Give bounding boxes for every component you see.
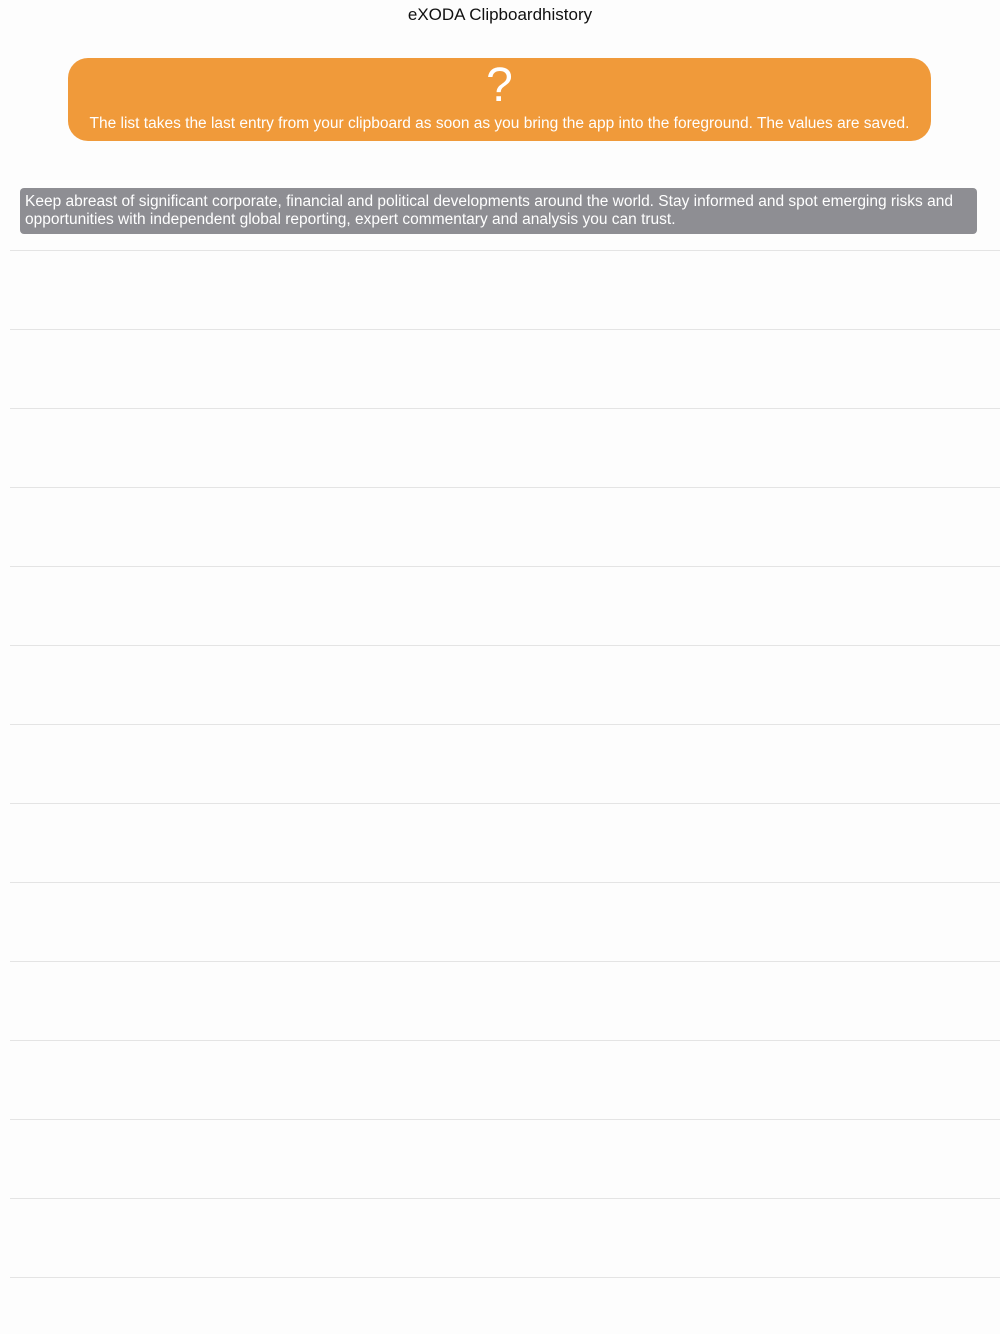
- empty-list-row: [10, 1198, 1000, 1277]
- clipboard-entry[interactable]: Keep abreast of significant corporate, financial and political developments around the world. Stay informed and spot emerging risks and opportunities with independent global reporting, expert commentary and analysis you can trust.: [20, 188, 977, 234]
- help-text: The list takes the last entry from your clipboard as soon as you bring the app into the foreground. The values are saved.: [89, 115, 910, 132]
- empty-list-row: [10, 329, 1000, 408]
- empty-list-row: [10, 1040, 1000, 1119]
- empty-list-row: [10, 961, 1000, 1040]
- empty-list-row: [10, 250, 1000, 329]
- empty-list-row: [10, 408, 1000, 487]
- empty-list-row: [10, 645, 1000, 724]
- empty-list-row: [10, 724, 1000, 803]
- app-title: eXODA Clipboardhistory: [407, 5, 593, 24]
- empty-list-row: [10, 487, 1000, 566]
- help-banner[interactable]: [68, 58, 931, 141]
- empty-list-row: [10, 1277, 1000, 1334]
- empty-list-row: [10, 1119, 1000, 1198]
- question-mark-icon: ?: [486, 59, 513, 112]
- empty-list-row: [10, 566, 1000, 645]
- empty-list-row: [10, 803, 1000, 882]
- empty-list-row: [10, 882, 1000, 961]
- clipboard-list: [10, 250, 1000, 1334]
